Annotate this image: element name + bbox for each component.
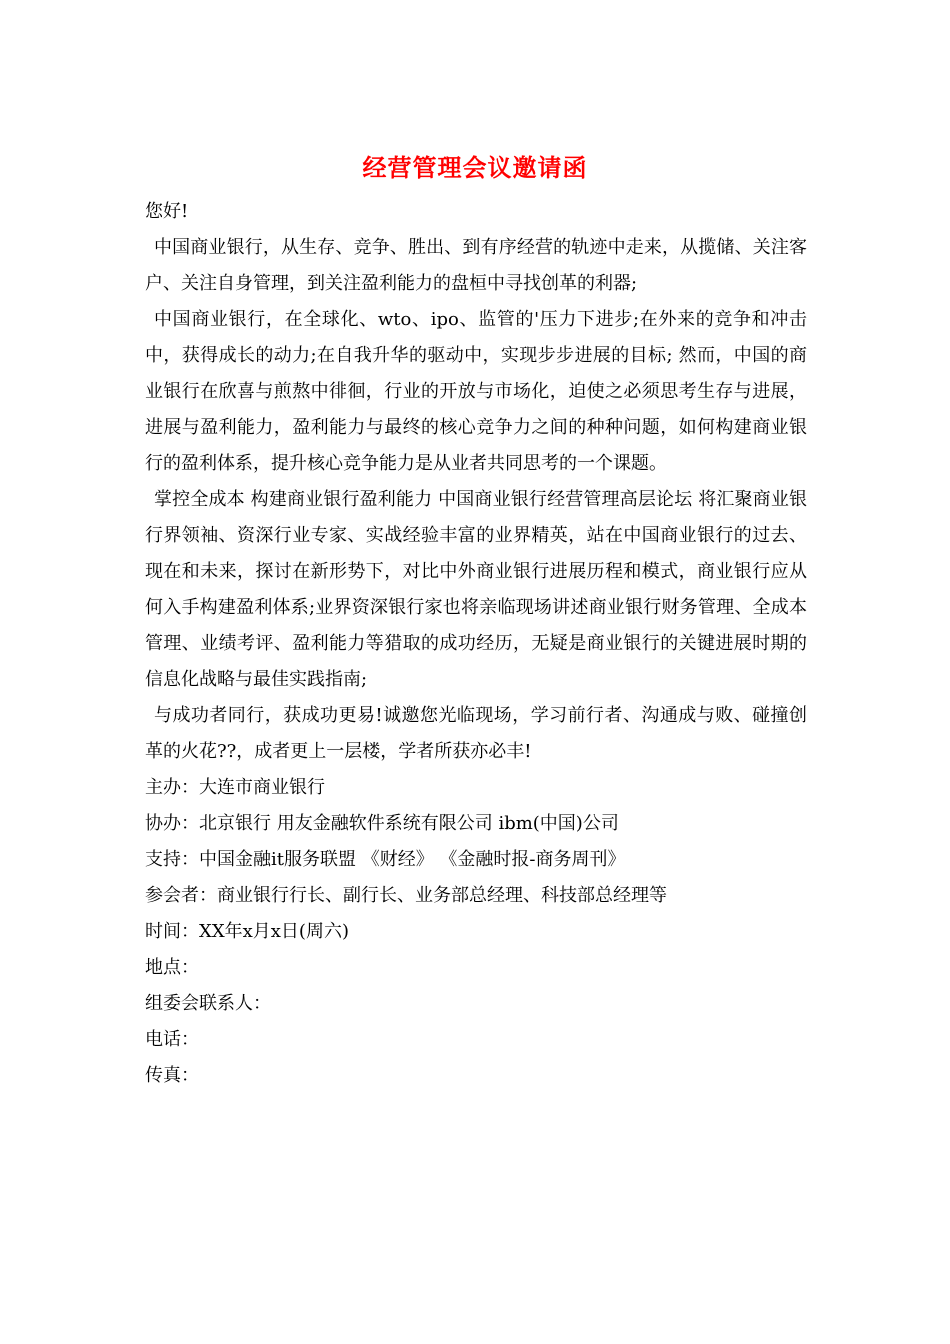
fax-line: 传真： (145, 1065, 199, 1086)
contact-line: 组委会联系人： (145, 993, 271, 1014)
attendees-line: 参会者：商业银行行长、副行长、业务部总经理、科技部总经理等 (145, 885, 667, 906)
paragraph-1: 中国商业银行，从生存、竞争、胜出、到有序经营的轨迹中走来，从揽储、关注客户、关注自身管理，到关注盈利能力的盘桓中寻找创革的利器; (145, 237, 807, 294)
paragraph-3: 掌控全成本 构建商业银行盈利能力 中国商业银行经营管理高层论坛 将汇聚商业银行界领袖、资深行业专家、实战经验丰富的业界精英，站在中国商业银行的过去、现在和未来，探讨在新形势下，对比中外商业银行进展历程和模式，商业银行应从何入手构建盈利体系;业界资深银行家也将亲临现场讲述商业银行财务管理、全成本管理、业绩考评、盈利能力等猎取的成功经历，无疑是商业银行的关键进展时期的信息化战略与最佳实践指南; (145, 489, 807, 690)
document-body (145, 194, 807, 1094)
document-title: 经营管理会议邀请函 (362, 154, 588, 182)
co-host-line: 协办：北京银行 用友金融软件系统有限公司 ibm(中国)公司 (145, 813, 619, 834)
location-line: 地点： (145, 957, 199, 978)
greeting: 您好! (145, 201, 189, 222)
phone-line: 电话： (145, 1029, 199, 1050)
paragraph-2: 中国商业银行，在全球化、wto、ipo、监管的'压力下进步;在外来的竞争和冲击中，获得成长的动力;在自我升华的驱动中，实现步步进展的目标; 然而，中国的商业银行在欣喜与煎熬中徘徊，行业的开放与市场化，迫使之必须思考生存与进展，进展与盈利能力，盈利能力与最终的核心竞争力之间的种种问题，如何构建商业银行的盈利体系，提升核心竞争能力是从业者共同思考的一个课题。 (145, 309, 807, 474)
paragraph-4: 与成功者同行，获成功更易!诚邀您光临现场，学习前行者、沟通成与败、碰撞创革的火花??，成者更上一层楼，学者所获亦必丰! (145, 705, 807, 762)
host-line: 主办：大连市商业银行 (145, 777, 325, 798)
time-line: 时间：XX年x月x日(周六) (145, 921, 349, 942)
support-line: 支持：中国金融it服务联盟 《财经》 《金融时报-商务周刊》 (145, 849, 626, 870)
